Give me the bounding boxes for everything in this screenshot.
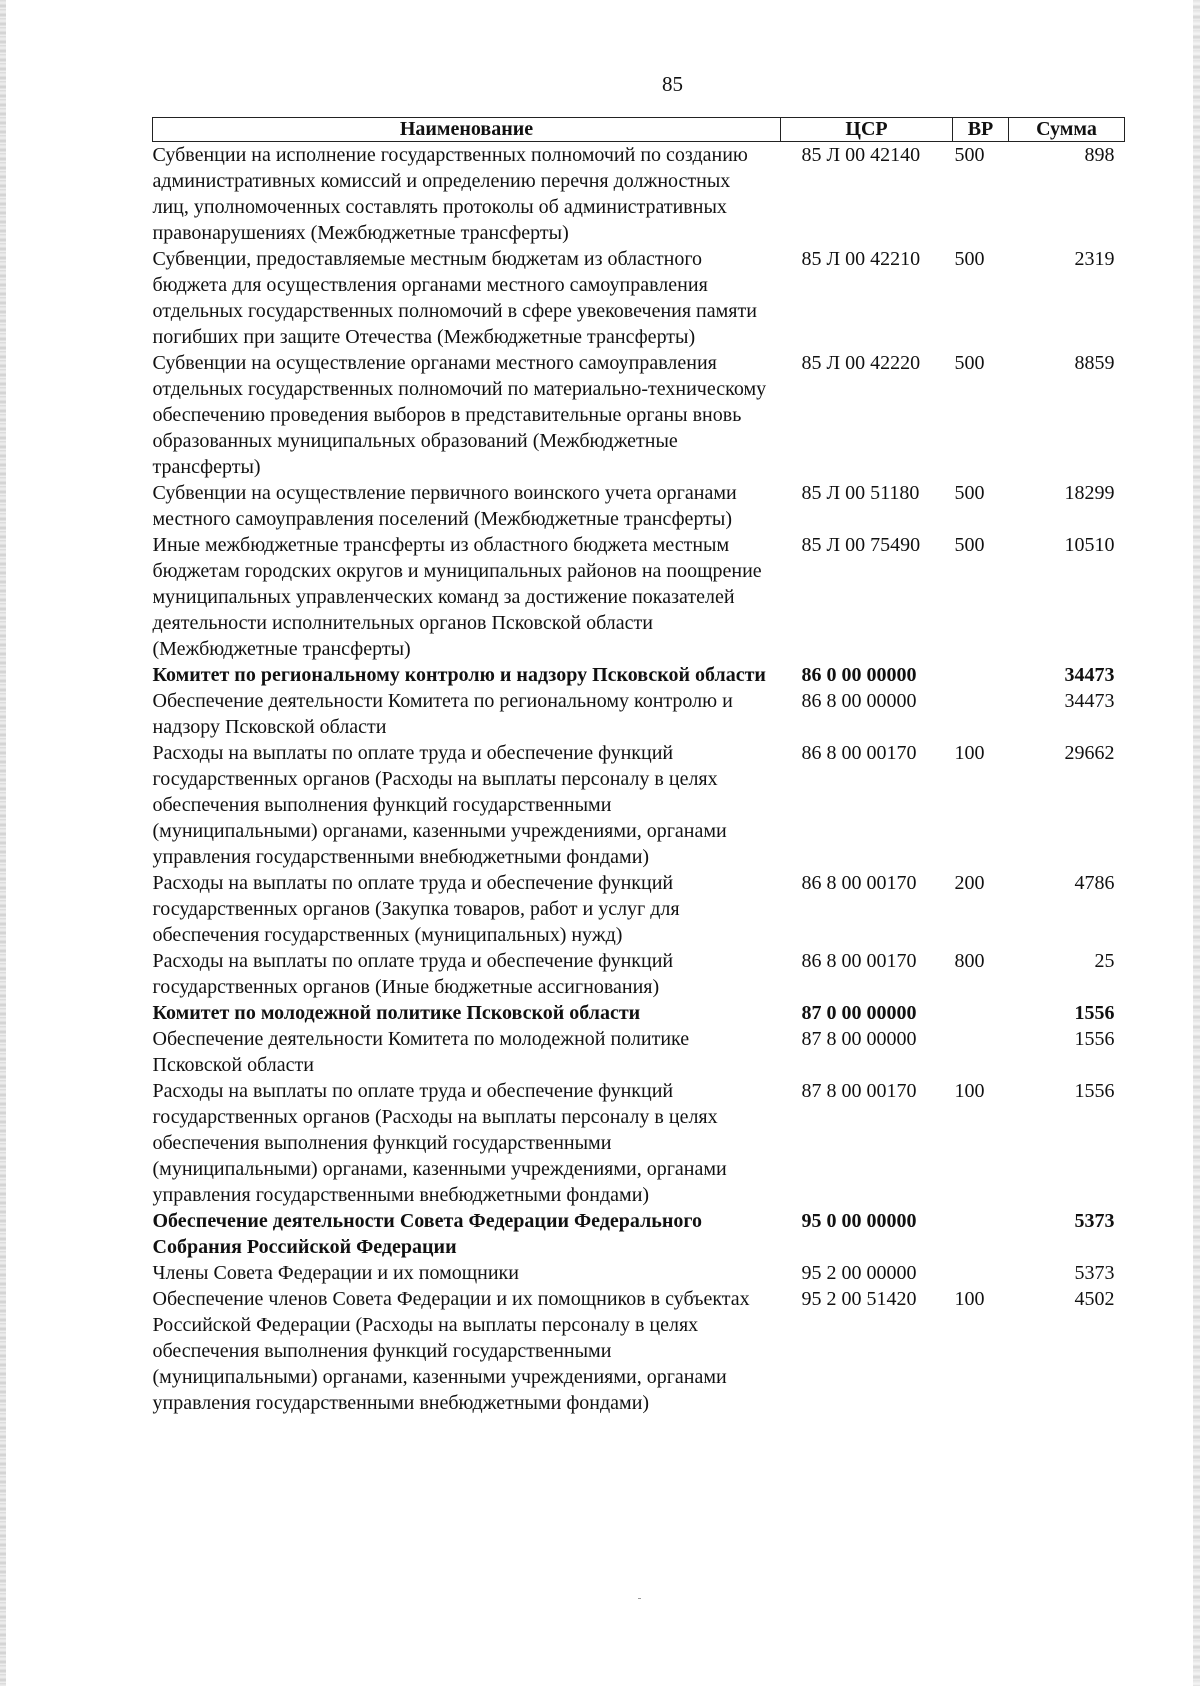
row-csr-cell: 87 8 00 00000	[801, 1028, 917, 1050]
row-sum-cell: 8859	[1074, 352, 1115, 374]
row-csr-cell: 85 Л 00 75490	[801, 534, 921, 556]
table-row	[153, 1208, 1125, 1260]
table-body	[153, 142, 1125, 1417]
scan-artifact-mark	[638, 1598, 641, 1599]
row-sum-cell: 34473	[1064, 664, 1115, 686]
table-row	[153, 1286, 1125, 1416]
row-name-cell: Расходы на выплаты по оплате труда и обеспечение функций государственных органов (Иные бюджетные ассигнования)	[152, 950, 674, 998]
row-csr-cell: 86 8 00 00170	[801, 872, 917, 894]
row-vr-cell	[953, 1000, 1009, 1026]
page-number: 85	[662, 72, 683, 96]
header-name: Наименование	[153, 118, 781, 142]
row-name-cell: Иные межбюджетные трансферты из областного бюджета местным бюджетам городских округов и муниципальных районов на поощрение муниципальных управленческих команд за достижение показателей деятельности исполнительных органов Псковской области (Межбюджетные трансферты)	[152, 534, 762, 660]
row-vr-cell	[953, 1208, 1009, 1260]
table-row	[153, 662, 1125, 688]
table-row	[153, 532, 1125, 662]
row-sum-cell: 25	[1094, 950, 1115, 972]
row-name-cell: Субвенции на осуществление органами местного самоуправления отдельных государственных полномочий по материально-техническому обеспечению проведения выборов в представительные органы вновь образованных муниципальных образований (Межбюджетные трансферты)	[152, 352, 767, 478]
row-csr-cell: 95 2 00 51420	[801, 1288, 917, 1310]
row-csr-cell: 86 8 00 00000	[801, 690, 917, 712]
table-row	[153, 1260, 1125, 1286]
header-vr: ВР	[953, 118, 1009, 142]
row-vr-cell: 500	[954, 144, 985, 166]
row-vr-cell	[953, 1260, 1009, 1286]
row-vr-cell: 100	[954, 742, 985, 764]
row-name-cell: Расходы на выплаты по оплате труда и обеспечение функций государственных органов (Закупка товаров, работ и услуг для обеспечения государственных (муниципальных) нужд)	[152, 872, 680, 946]
row-vr-cell: 100	[954, 1080, 985, 1102]
row-sum-cell: 1556	[1074, 1028, 1115, 1050]
table-row	[153, 688, 1125, 740]
row-name-cell: Обеспечение деятельности Комитета по молодежной политике Псковской области	[152, 1028, 690, 1076]
row-vr-cell	[953, 1026, 1009, 1078]
scan-edge-left	[0, 0, 6, 1686]
row-name-cell: Обеспечение деятельности Совета Федерации Федерального Собрания Российской Федерации	[152, 1210, 702, 1258]
table-header	[153, 118, 1125, 142]
row-sum-cell: 5373	[1074, 1262, 1115, 1284]
table-row	[153, 480, 1125, 532]
row-sum-cell: 10510	[1064, 534, 1115, 556]
table-row	[153, 350, 1125, 480]
row-sum-cell: 4786	[1074, 872, 1115, 894]
row-vr-cell	[953, 662, 1009, 688]
row-csr-cell: 85 Л 00 42220	[801, 352, 921, 374]
row-name-cell: Субвенции на исполнение государственных полномочий по созданию административных комиссий и определению перечня должностных лиц, уполномоченных составлять протоколы об административных правонарушениях (Межбюджетные трансферты)	[152, 144, 748, 244]
row-sum-cell: 898	[1084, 144, 1115, 166]
row-csr-cell: 85 Л 00 42210	[801, 248, 921, 270]
row-csr-cell: 85 Л 00 42140	[801, 144, 921, 166]
row-name-cell: Субвенции на осуществление первичного воинского учета органами местного самоуправления поселений (Межбюджетные трансферты)	[152, 482, 737, 530]
row-name-cell: Субвенции, предоставляемые местным бюджетам из областного бюджета для осуществления органами местного самоуправления отдельных государственных полномочий в сфере увековечения памяти погибших при защите Отечества (Межбюджетные трансферты)	[152, 248, 757, 348]
row-sum-cell: 1556	[1074, 1080, 1115, 1102]
table-row	[153, 870, 1125, 948]
row-csr-cell: 86 8 00 00170	[801, 950, 917, 972]
row-sum-cell: 1556	[1074, 1002, 1115, 1024]
table-row	[153, 1026, 1125, 1078]
row-csr-cell: 87 0 00 00000	[801, 1002, 917, 1024]
row-vr-cell: 500	[954, 482, 985, 504]
row-csr-cell: 85 Л 00 51180	[801, 482, 920, 504]
row-name-cell: Расходы на выплаты по оплате труда и обеспечение функций государственных органов (Расходы на выплаты персоналу в целях обеспечения выполнения функций государственными (муниципальными) органами, казенными учреждениями, органами управления государственными внебюджетными фондами)	[152, 1080, 727, 1206]
table-row	[153, 740, 1125, 870]
row-sum-cell: 2319	[1074, 248, 1115, 270]
row-vr-cell: 800	[954, 950, 985, 972]
row-sum-cell: 29662	[1064, 742, 1115, 764]
budget-table	[152, 117, 1125, 1416]
header-row	[153, 118, 1125, 142]
row-csr-cell: 86 0 00 00000	[801, 664, 917, 686]
row-sum-cell: 5373	[1074, 1210, 1115, 1232]
row-csr-cell: 95 2 00 00000	[801, 1262, 917, 1284]
row-sum-cell: 34473	[1064, 690, 1115, 712]
row-name-cell: Комитет по молодежной политике Псковской области	[152, 1002, 641, 1024]
row-vr-cell: 200	[954, 872, 985, 894]
table-row	[153, 142, 1125, 247]
row-vr-cell	[953, 688, 1009, 740]
row-vr-cell: 500	[954, 248, 985, 270]
row-name-cell: Расходы на выплаты по оплате труда и обеспечение функций государственных органов (Расходы на выплаты персоналу в целях обеспечения выполнения функций государственными (муниципальными) органами, казенными учреждениями, органами управления государственными внебюджетными фондами)	[152, 742, 727, 868]
row-name-cell: Комитет по региональному контролю и надзору Псковской области	[152, 664, 766, 686]
row-csr-cell: 86 8 00 00170	[801, 742, 917, 764]
row-vr-cell: 100	[954, 1288, 985, 1310]
row-csr-cell: 87 8 00 00170	[801, 1080, 917, 1102]
table-row	[153, 1000, 1125, 1026]
table-row	[153, 1078, 1125, 1208]
table-row	[153, 948, 1125, 1000]
header-sum: Сумма	[1009, 118, 1125, 142]
row-sum-cell: 4502	[1074, 1288, 1115, 1310]
scan-edge-right	[1193, 0, 1200, 1686]
header-csr: ЦСР	[781, 118, 953, 142]
row-vr-cell: 500	[954, 534, 985, 556]
row-name-cell: Члены Совета Федерации и их помощники	[152, 1262, 519, 1284]
row-name-cell: Обеспечение деятельности Комитета по региональному контролю и надзору Псковской области	[152, 690, 733, 738]
table-row	[153, 246, 1125, 350]
row-sum-cell: 18299	[1064, 482, 1115, 504]
row-name-cell: Обеспечение членов Совета Федерации и их помощников в субъектах Российской Федерации (Расходы на выплаты персоналу в целях обеспечения выполнения функций государственными (муниципальными) органами, казенными учреждениями, органами управления государственными внебюджетными фондами)	[152, 1288, 750, 1414]
row-csr-cell: 95 0 00 00000	[801, 1210, 917, 1232]
row-vr-cell: 500	[954, 352, 985, 374]
